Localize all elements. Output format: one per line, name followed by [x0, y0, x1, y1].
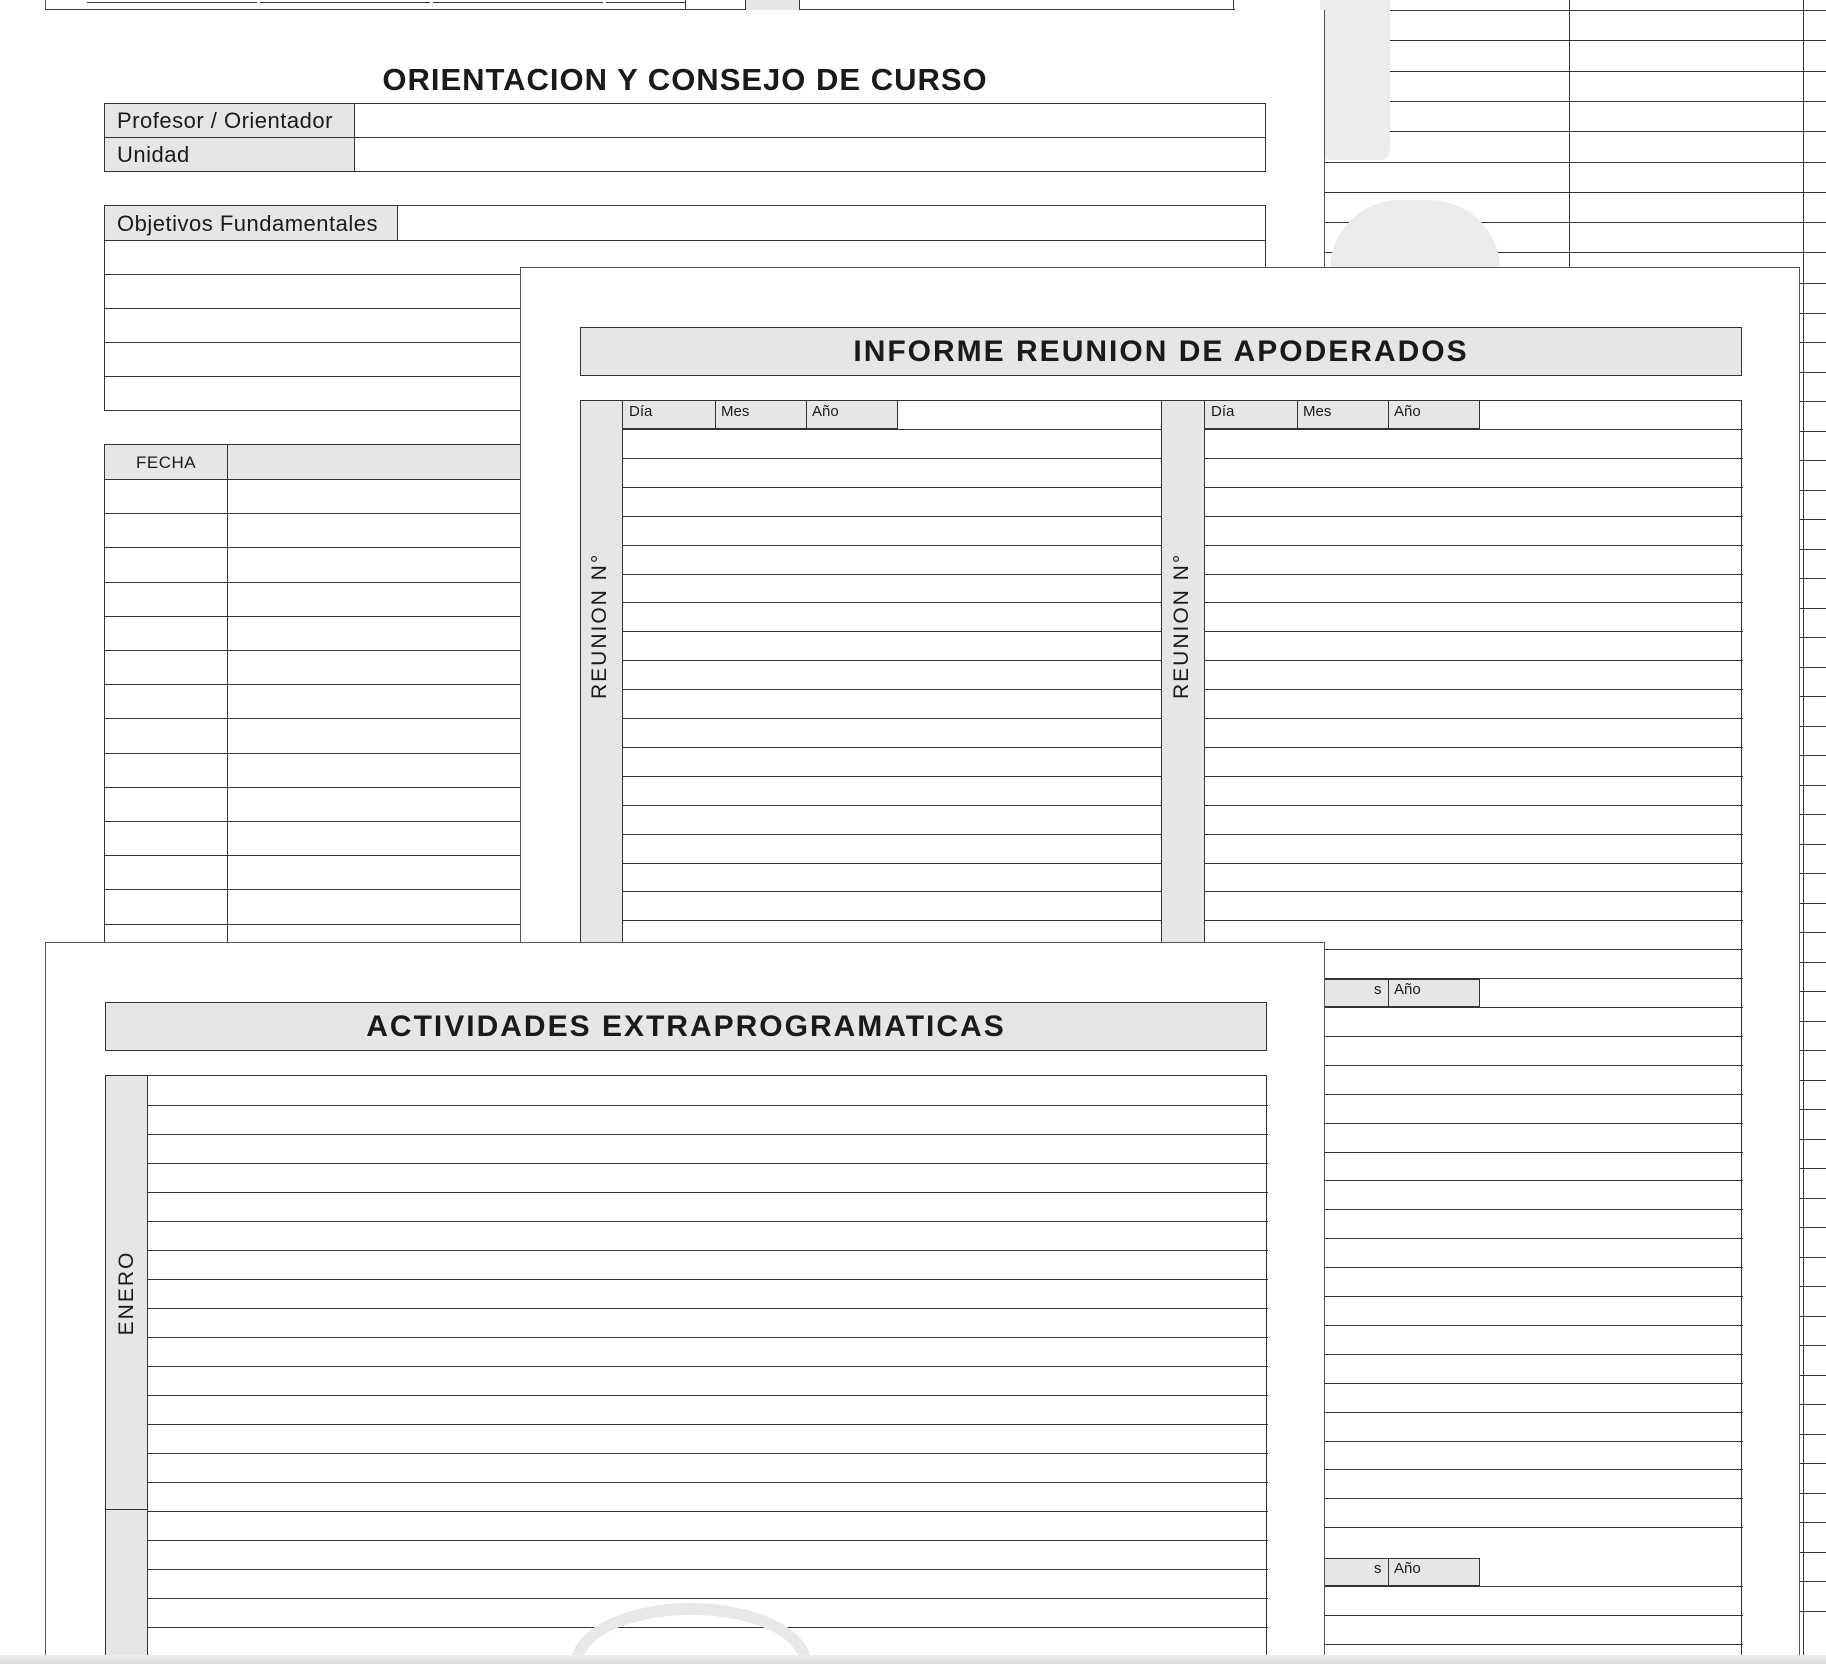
fecha-label: FECHA [136, 453, 197, 472]
background-row-line [1800, 1168, 1826, 1169]
orientacion-title: ORIENTACION Y CONSEJO DE CURSO [382, 62, 988, 97]
background-row-line [1800, 1198, 1826, 1199]
background-row-line [1800, 1611, 1826, 1612]
reunion-right-row-line [1205, 776, 1743, 777]
background-row-line [1800, 1139, 1826, 1140]
background-row-line [1800, 372, 1826, 373]
background-row-line [1800, 991, 1826, 992]
background-row-line [1800, 903, 1826, 904]
background-row-line [1800, 1050, 1826, 1051]
actividades-row-line [148, 1279, 1268, 1280]
background-row-line [1800, 1109, 1826, 1110]
background-row-line [1800, 814, 1826, 815]
reunion-right-row-line [1205, 545, 1743, 546]
mes-label-right: Mes [1303, 403, 1332, 420]
background-row-line [1800, 1316, 1826, 1317]
background-row-line [1800, 608, 1826, 609]
actividades-row-line [148, 1395, 1268, 1396]
background-row-line [1800, 283, 1826, 284]
informe-title-bar [580, 327, 1742, 376]
actividades-row-line [148, 1482, 1268, 1483]
reunion-block-left [580, 400, 1162, 960]
ano-label-3: Año [1394, 1560, 1421, 1577]
background-row-line [1800, 490, 1826, 491]
reunion-right-row-line [1205, 747, 1743, 748]
actividades-row-line [148, 1192, 1268, 1193]
reunion-right-row-line [1205, 718, 1743, 719]
actividades-row-line [148, 1221, 1268, 1222]
reunion-right-row-line [1205, 458, 1743, 459]
reunion-left-row-line [623, 458, 1163, 459]
bottom-shadow [0, 1655, 1826, 1664]
dia-label-left: Día [629, 403, 653, 420]
background-row-line [1800, 460, 1826, 461]
ano-label-2: Año [1394, 981, 1421, 998]
ano-label-right: Año [1394, 403, 1421, 420]
actividades-row-line [148, 1540, 1268, 1541]
reunion-left-row-line [623, 516, 1163, 517]
actividades-title-bar [105, 1002, 1267, 1051]
top-cut-strip [45, 0, 1235, 10]
reunion-right-row-line [1205, 863, 1743, 864]
actividades-title: ACTIVIDADES EXTRAPROGRAMATICAS [366, 1010, 1006, 1043]
background-row-line [1800, 431, 1826, 432]
enero-label: ENERO [115, 1250, 138, 1336]
reunion-left-row-line [623, 718, 1163, 719]
background-row-line [1800, 1286, 1826, 1287]
background-row-line [1800, 1522, 1826, 1523]
reunion-left-row-line [623, 429, 1163, 430]
reunion-right-row-line [1205, 805, 1743, 806]
actividades-row-line [148, 1250, 1268, 1251]
actividades-row-line [148, 1453, 1268, 1454]
dia-label-right: Día [1211, 403, 1235, 420]
reunion-left-row-line [623, 689, 1163, 690]
background-row-line [1800, 755, 1826, 756]
reunion-left-row-line [623, 545, 1163, 546]
actividades-row-line [148, 1337, 1268, 1338]
actividades-row-line [148, 1163, 1268, 1164]
ano-label-left: Año [812, 403, 839, 420]
background-row-line [1800, 519, 1826, 520]
actividades-table [105, 1075, 1267, 1664]
reunion-left-row-line [623, 574, 1163, 575]
reunion-left-row-line [623, 920, 1163, 921]
reunion-label-left: REUNION N° [588, 552, 611, 699]
background-row-line [1800, 1552, 1826, 1553]
reunion-left-row-line [623, 863, 1163, 864]
background-row-line [1800, 549, 1826, 550]
reunion-right-row-line [1205, 834, 1743, 835]
actividades-row-line [148, 1308, 1268, 1309]
reunion-left-row-line [623, 660, 1163, 661]
reunion-left-row-line [623, 891, 1163, 892]
background-row-line [1800, 785, 1826, 786]
reunion-right-row-line [1205, 574, 1743, 575]
actividades-row-line [148, 1366, 1268, 1367]
background-row-line [1800, 1227, 1826, 1228]
background-row-line [1800, 962, 1826, 963]
background-row-line [1800, 1080, 1826, 1081]
mes-label-left: Mes [721, 403, 750, 420]
profesor-label: Profesor / Orientador [117, 108, 333, 133]
reunion-left-row-line [623, 631, 1163, 632]
reunion-right-row-line [1205, 631, 1743, 632]
background-row-line [1800, 313, 1826, 314]
reunion-right-row-line [1205, 689, 1743, 690]
background-row-line [1800, 844, 1826, 845]
background-row-line [1800, 1493, 1826, 1494]
reunion-left-row-line [623, 602, 1163, 603]
background-row-line [1800, 932, 1826, 933]
background-row-line [1800, 1404, 1826, 1405]
background-row-line [1800, 578, 1826, 579]
reunion-left-row-line [623, 487, 1163, 488]
reunion-right-row-line [1205, 891, 1743, 892]
reunion-right-row-line [1205, 602, 1743, 603]
background-row-line [1800, 1345, 1826, 1346]
reunion-left-row-line [623, 747, 1163, 748]
actividades-row-line [148, 1598, 1268, 1599]
objetivos-label: Objetivos Fundamentales [117, 211, 378, 236]
profesor-unidad-table [104, 103, 1266, 172]
background-row-line [1800, 401, 1826, 402]
background-row-line [1800, 667, 1826, 668]
reunion-right-row-line [1205, 487, 1743, 488]
background-row-line [1800, 1463, 1826, 1464]
background-row-line [1800, 696, 1826, 697]
informe-title: INFORME REUNION DE APODERADOS [853, 335, 1469, 368]
background-row-line [1800, 1434, 1826, 1435]
unidad-label: Unidad [117, 142, 190, 167]
background-row-line [1800, 637, 1826, 638]
background-row-line [1800, 726, 1826, 727]
reunion-left-row-line [623, 834, 1163, 835]
background-row-line [1800, 1021, 1826, 1022]
actividades-sheet [45, 942, 1325, 1664]
actividades-row-line [148, 1569, 1268, 1570]
reunion-right-row-line [1205, 516, 1743, 517]
background-row-line [1800, 342, 1826, 343]
reunion-label-right: REUNION N° [1170, 552, 1193, 699]
reunion-right-row-line [1205, 660, 1743, 661]
reunion-right-row-line [1205, 429, 1743, 430]
reunion-left-row-line [623, 805, 1163, 806]
actividades-row-line [148, 1511, 1268, 1512]
actividades-row-line [148, 1424, 1268, 1425]
mes-label-partial-2: s [1374, 981, 1382, 998]
reunion-left-row-line [623, 776, 1163, 777]
background-row-line [1800, 1375, 1826, 1376]
mes-label-partial-3: s [1374, 1560, 1382, 1577]
reunion-right-row-line [1205, 920, 1743, 921]
actividades-row-line [148, 1105, 1268, 1106]
actividades-row-line [148, 1134, 1268, 1135]
background-row-line [1800, 1581, 1826, 1582]
background-row-line [1800, 873, 1826, 874]
background-row-line [1800, 1257, 1826, 1258]
